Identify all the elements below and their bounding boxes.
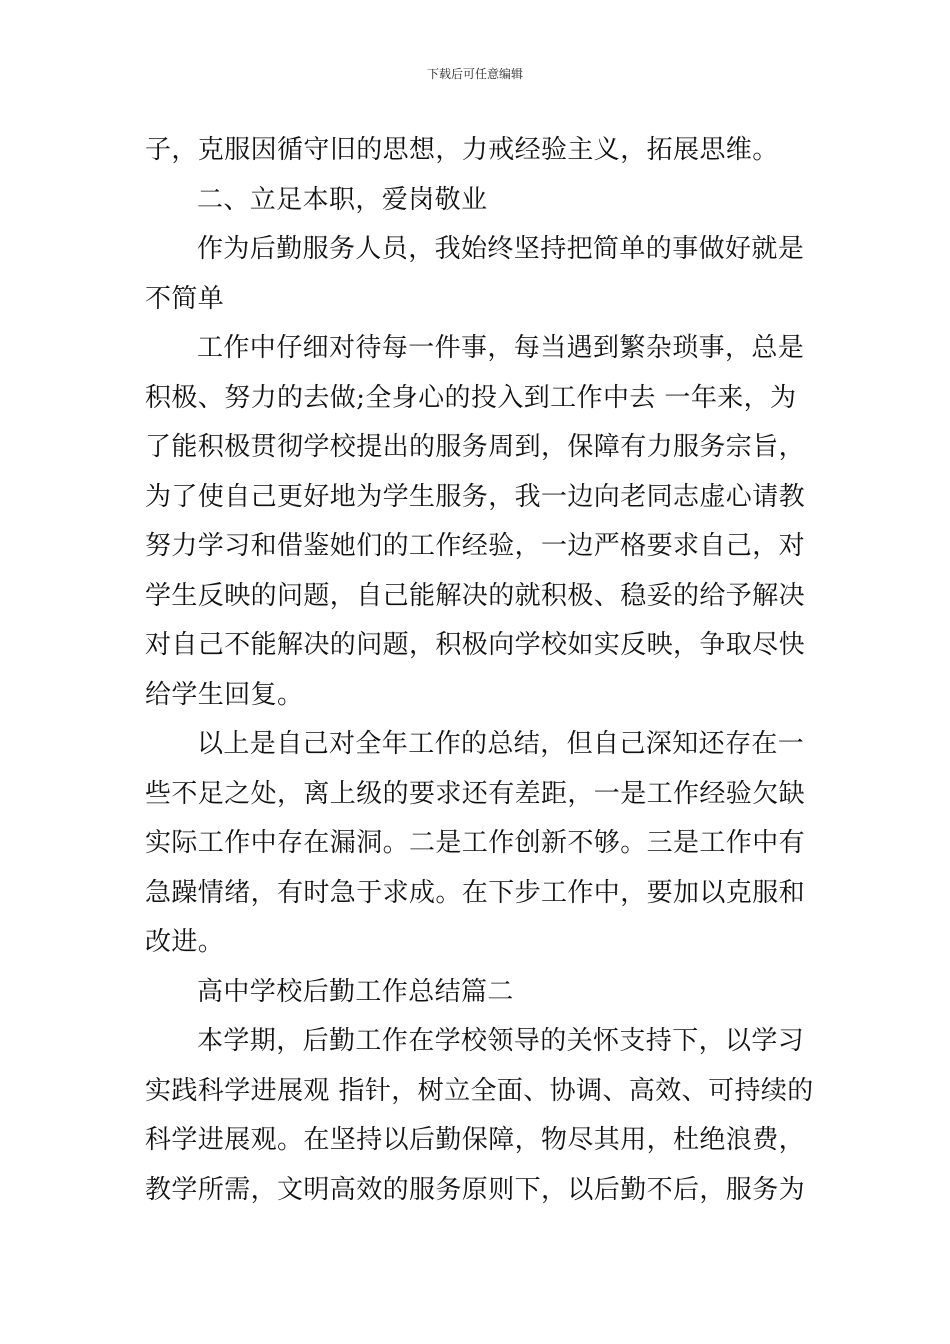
page-header: 下载后可任意编辑 (426, 67, 523, 81)
paragraph-line: 作为后勤服务人员，我始终坚持把简单的事做好就是 (197, 234, 805, 264)
text-line: 努力学习和借鉴她们的工作经验，一边严格要求自己，对 (145, 531, 806, 561)
text-line: 了能积极贯彻学校提出的服务周到，保障有力服务宗旨， (145, 432, 806, 462)
text-line: 实际工作中存在漏洞。二是工作创新不够。三是工作中有 (145, 828, 806, 858)
text-line: 给学生回复。 (145, 679, 304, 710)
section-title: 高中学校后勤工作总结篇二 (197, 976, 514, 1007)
text-line: 为了使自己更好地为学生服务，我一边向老同志虚心请教 (145, 481, 806, 512)
text-line: 些不足之处，离上级的要求还有差距，一是工作经验欠缺 (145, 778, 806, 809)
text-line: 改进。 (145, 927, 225, 957)
paragraph-line: 工作中仔细对待每一件事，每当遇到繁杂琐事，总是 (197, 333, 805, 363)
text-line: 科学进展观。在坚持以后勤保障，物尽其用，杜绝浪费， (145, 1125, 806, 1155)
text-line: 教学所需，文明高效的服务原则下，以后勤不后，服务为 (145, 1174, 806, 1205)
section-heading: 二、立足本职，爱岗敬业 (197, 184, 488, 215)
text-line: 对自己不能解决的问题，积极向学校如实反映，争取尽快 (145, 630, 806, 660)
paragraph-line: 本学期，后勤工作在学校领导的关怀支持下，以学习 (197, 1026, 805, 1056)
paragraph-line: 以上是自己对全年工作的总结，但自己深知还存在一 (197, 729, 805, 759)
text-line: 实践科学进展观 指针，树立全面、协调、高效、可持续的 (145, 1075, 814, 1106)
text-line: 学生反映的问题，自己能解决的就积极、稳妥的给予解决 (145, 580, 806, 611)
document-body (145, 126, 825, 1215)
text-line: 积极、努力的去做;全身心的投入到工作中去 一年来，为 (145, 382, 797, 413)
text-line: 急躁情绪，有时急于求成。在下步工作中，要加以克服和 (145, 877, 806, 908)
text-line: 不简单 (145, 283, 225, 314)
text-line: 子，克服因循守旧的思想，力戒经验主义，拓展思维。 (145, 135, 779, 165)
